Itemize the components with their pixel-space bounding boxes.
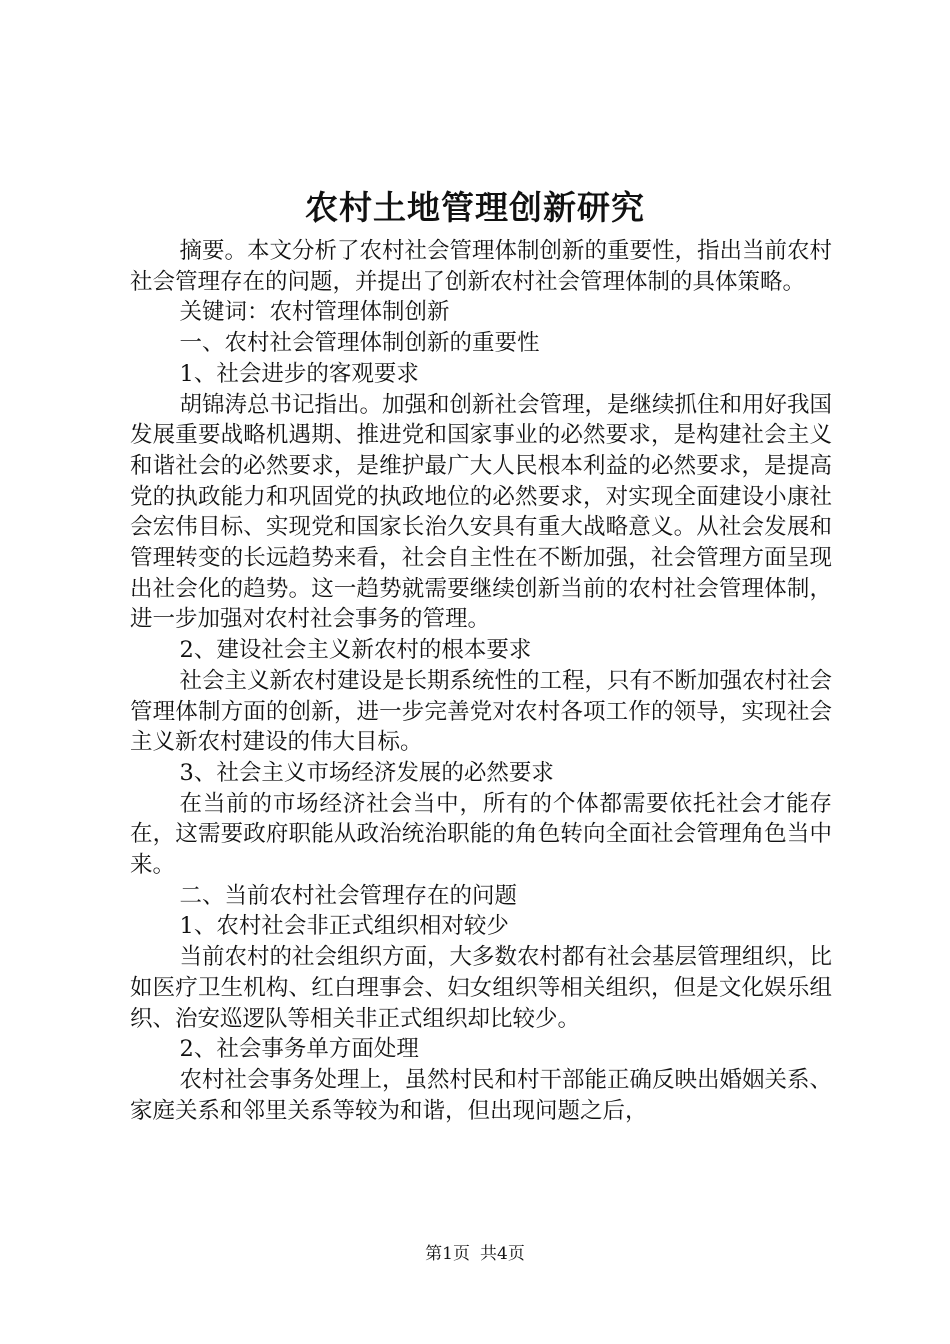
page-footer — [0, 1242, 950, 1266]
subsection-heading: 2、建设社会主义新农村的根本要求 — [179, 637, 532, 664]
abstract-paragraph: 摘要。本文分析了农村社会管理体制创新的重要性，指出当前农村社会管理存在的问题，并提出了创新农村社会管理体制的具体策略。 — [130, 238, 833, 295]
subsection-heading: 3、社会主义市场经济发展的必然要求 — [179, 759, 554, 786]
document-body — [130, 236, 832, 1126]
body-paragraph: 在当前的市场经济社会当中，所有的个体都需要依托社会才能存在，这需要政府职能从政治统治职能的角色转向全面社会管理角色当中来。 — [130, 790, 832, 879]
body-paragraph: 当前农村的社会组织方面，大多数农村都有社会基层管理组织，比如医疗卫生机构、红白理事会、妇女组织等相关组织，但是文化娱乐组织、治安巡逻队等相关非正式组织却比较少。 — [130, 944, 833, 1032]
body-paragraph: 社会主义新农村建设是长期系统性的工程，只有不断加强农村社会管理体制方面的创新，进一步完善党对农村各项工作的领导，实现社会主义新农村建设的伟大目标。 — [130, 667, 833, 756]
section-heading: 一、农村社会管理体制创新的重要性 — [179, 330, 540, 357]
subsection-heading: 1、社会进步的客观要求 — [179, 360, 419, 387]
keywords-line: 关键词：农村管理体制创新 — [179, 299, 450, 326]
document-title: 农村土地管理创新研究 — [305, 188, 645, 227]
page-number: 第1页 — [425, 1244, 470, 1264]
page-total: 共4页 — [480, 1244, 525, 1264]
subsection-heading: 2、社会事务单方面处理 — [179, 1036, 419, 1063]
section-heading: 二、当前农村社会管理存在的问题 — [179, 882, 518, 909]
body-paragraph: 胡锦涛总书记指出。加强和创新社会管理，是继续抓住和用好我国发展重要战略机遇期、推进党和国家事业的必然要求，是构建社会主义和谐社会的必然要求，是维护最广大人民根本利益的必然要求，是提高党的执政能力和巩固党的执政地位的必然要求，对实现全面建设小康社会宏伟目标、实现党和国家长治久安具有重大战略意义。从社会发展和管理转变的长远趋势来看，社会自主性在不断加强，社会管理方面呈现出社会化的趋势。这一趋势就需要继续创新当前的农村社会管理体制，进一步加强对农村社会事务的管理。 — [130, 391, 833, 633]
subsection-heading: 1、农村社会非正式组织相对较少 — [179, 913, 509, 940]
body-paragraph: 农村社会事务处理上，虽然村民和村干部能正确反映出婚姻关系、家庭关系和邻里关系等较为和谐，但出现问题之后， — [130, 1066, 833, 1124]
